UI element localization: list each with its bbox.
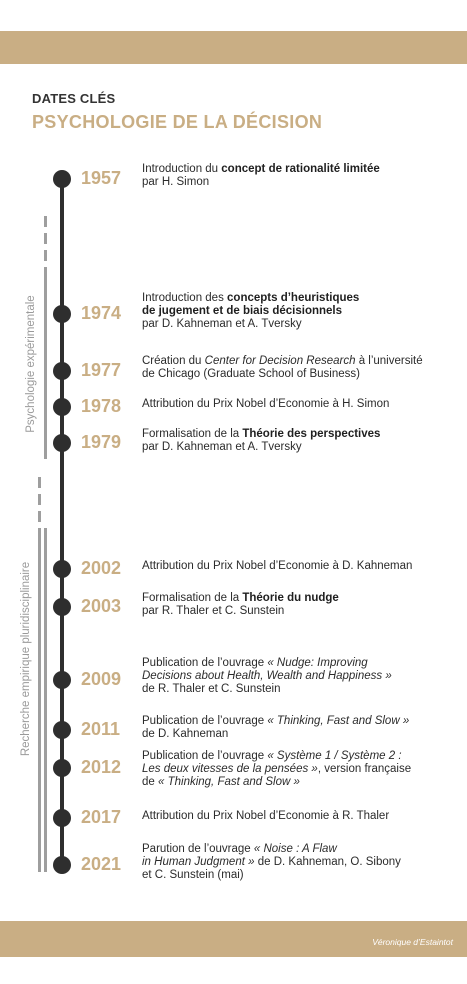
author-credit: Véronique d’Estaintot xyxy=(372,937,453,947)
event-description xyxy=(142,657,392,696)
timeline-dot xyxy=(53,434,71,452)
event-description-line xyxy=(142,163,380,176)
timeline-dot xyxy=(53,721,71,739)
event-text: concept de rationalité limitée xyxy=(221,163,380,175)
event-description-line xyxy=(142,292,359,305)
event-text: Création du xyxy=(142,355,205,367)
event-year: 1979 xyxy=(81,432,122,452)
event-description xyxy=(142,592,339,618)
period-bar-empirical-inner xyxy=(44,528,47,872)
event-text: Théorie des perspectives xyxy=(242,428,381,440)
event-description-line xyxy=(142,592,339,605)
event-description xyxy=(142,428,380,454)
event-description-line xyxy=(142,670,392,683)
event-text: Publication de l’ouvrage xyxy=(142,715,268,727)
event-text: « Nudge: Improving xyxy=(267,657,368,669)
event-year: 2009 xyxy=(81,669,122,689)
period-bar-experimental xyxy=(44,267,47,459)
event-text: « Système 1 / Système 2 : xyxy=(267,750,402,762)
event-text: de D. Kahneman, O. Sibony xyxy=(254,856,401,868)
event-description xyxy=(142,560,412,573)
timeline-dot xyxy=(53,759,71,777)
event-text: Center for Decision Research xyxy=(204,355,356,367)
period-dash xyxy=(44,233,47,244)
bottom-banner xyxy=(0,921,467,957)
event-text: de jugement et de biais décisionnels xyxy=(142,305,343,317)
event-description-line xyxy=(142,176,380,189)
event-text: Théorie du nudge xyxy=(242,592,339,604)
timeline-dot xyxy=(53,362,71,380)
timeline-dot xyxy=(53,671,71,689)
event-description xyxy=(142,355,423,381)
event-text: Publication de l’ouvrage xyxy=(142,750,268,762)
period-bar-empirical xyxy=(38,528,41,872)
timeline-dot xyxy=(53,809,71,827)
event-description-line xyxy=(142,305,359,318)
event-description-line xyxy=(142,728,409,741)
period-dash xyxy=(38,477,41,488)
event-text: Attribution du Prix Nobel d’Economie à H. Simon xyxy=(142,398,390,410)
event-description-line xyxy=(142,657,392,670)
event-year: 1978 xyxy=(81,396,122,416)
event-text: « Thinking, Fast and Slow » xyxy=(267,715,410,727)
event-description-line xyxy=(142,398,389,411)
event-year: 2002 xyxy=(81,558,122,578)
event-text: Introduction des xyxy=(142,292,228,304)
event-description-line xyxy=(142,428,380,441)
event-text: de D. Kahneman xyxy=(142,728,229,740)
timeline-dot xyxy=(53,170,71,188)
event-text: Formalisation de la xyxy=(142,428,243,440)
timeline-dot xyxy=(53,305,71,323)
event-description xyxy=(142,292,359,331)
event-text: in Human Judgment » xyxy=(142,856,255,868)
event-description-line xyxy=(142,318,359,331)
event-description-line xyxy=(142,810,389,823)
event-text: de R. Thaler et C. Sunstein xyxy=(142,683,281,695)
event-text: Attribution du Prix Nobel d’Economie à D. Kahneman xyxy=(142,560,413,572)
timeline-dot xyxy=(53,560,71,578)
event-description-line xyxy=(142,750,411,763)
event-text: concepts d’heuristiques xyxy=(227,292,360,304)
event-text: « Thinking, Fast and Slow » xyxy=(158,776,300,788)
event-description-line xyxy=(142,776,411,789)
event-year: 1957 xyxy=(81,168,122,188)
period-dash xyxy=(44,216,47,227)
event-year: 2012 xyxy=(81,757,122,777)
event-description-line xyxy=(142,715,409,728)
period-dash xyxy=(38,494,41,505)
event-text: par D. Kahneman et A. Tversky xyxy=(142,318,302,330)
event-description xyxy=(142,715,409,741)
event-text: Les deux vitesses de la pensées » xyxy=(142,763,318,775)
event-description-line xyxy=(142,683,392,696)
period-dash xyxy=(38,511,41,522)
page-subtitle: DATES CLÉS xyxy=(32,91,116,106)
period-dash xyxy=(44,250,47,261)
top-banner xyxy=(0,31,467,64)
event-description xyxy=(142,810,389,823)
event-text: Parution de l’ouvrage xyxy=(142,843,254,855)
event-text: Introduction du xyxy=(142,163,222,175)
event-description xyxy=(142,843,401,882)
event-text: et C. Sunstein (mai) xyxy=(142,869,244,881)
event-text: de Chicago (Graduate School of Business) xyxy=(142,368,360,380)
event-description xyxy=(142,398,389,411)
event-description-line xyxy=(142,605,339,618)
event-text: par D. Kahneman et A. Tversky xyxy=(142,441,302,453)
event-description-line xyxy=(142,843,401,856)
event-description-line xyxy=(142,355,423,368)
event-text: Decisions about Health, Wealth and Happiness » xyxy=(142,670,392,682)
event-description-line xyxy=(142,560,412,573)
event-year: 2011 xyxy=(81,719,121,739)
event-year: 2021 xyxy=(81,854,122,874)
event-description-line xyxy=(142,368,423,381)
timeline-dot xyxy=(53,598,71,616)
page-title: PSYCHOLOGIE DE LA DÉCISION xyxy=(32,112,323,132)
event-text: par R. Thaler et C. Sunstein xyxy=(142,605,285,617)
event-description xyxy=(142,750,411,789)
event-text: de xyxy=(142,776,158,788)
event-text: « Noise : A Flaw xyxy=(253,843,337,855)
event-description-line xyxy=(142,856,401,869)
event-text: Publication de l’ouvrage xyxy=(142,657,268,669)
event-text: , version française xyxy=(317,763,412,775)
event-text: Attribution du Prix Nobel d’Economie à R. Thaler xyxy=(142,810,390,822)
timeline-dot xyxy=(53,398,71,416)
event-text: par H. Simon xyxy=(142,176,210,188)
event-year: 2017 xyxy=(81,807,122,827)
period-label-experimental: Psychologie expérimentale xyxy=(25,295,37,433)
event-text: à l’université xyxy=(355,355,423,367)
event-description-line xyxy=(142,763,411,776)
event-description-line xyxy=(142,441,380,454)
event-year: 2003 xyxy=(81,596,122,616)
event-year: 1974 xyxy=(81,303,122,323)
timeline-dot xyxy=(53,856,71,874)
event-text: Formalisation de la xyxy=(142,592,243,604)
event-description xyxy=(142,163,380,189)
event-year: 1977 xyxy=(81,360,122,380)
event-description-line xyxy=(142,869,401,882)
period-label-empirical: Recherche empirique pluridisciplinaire xyxy=(20,561,32,757)
